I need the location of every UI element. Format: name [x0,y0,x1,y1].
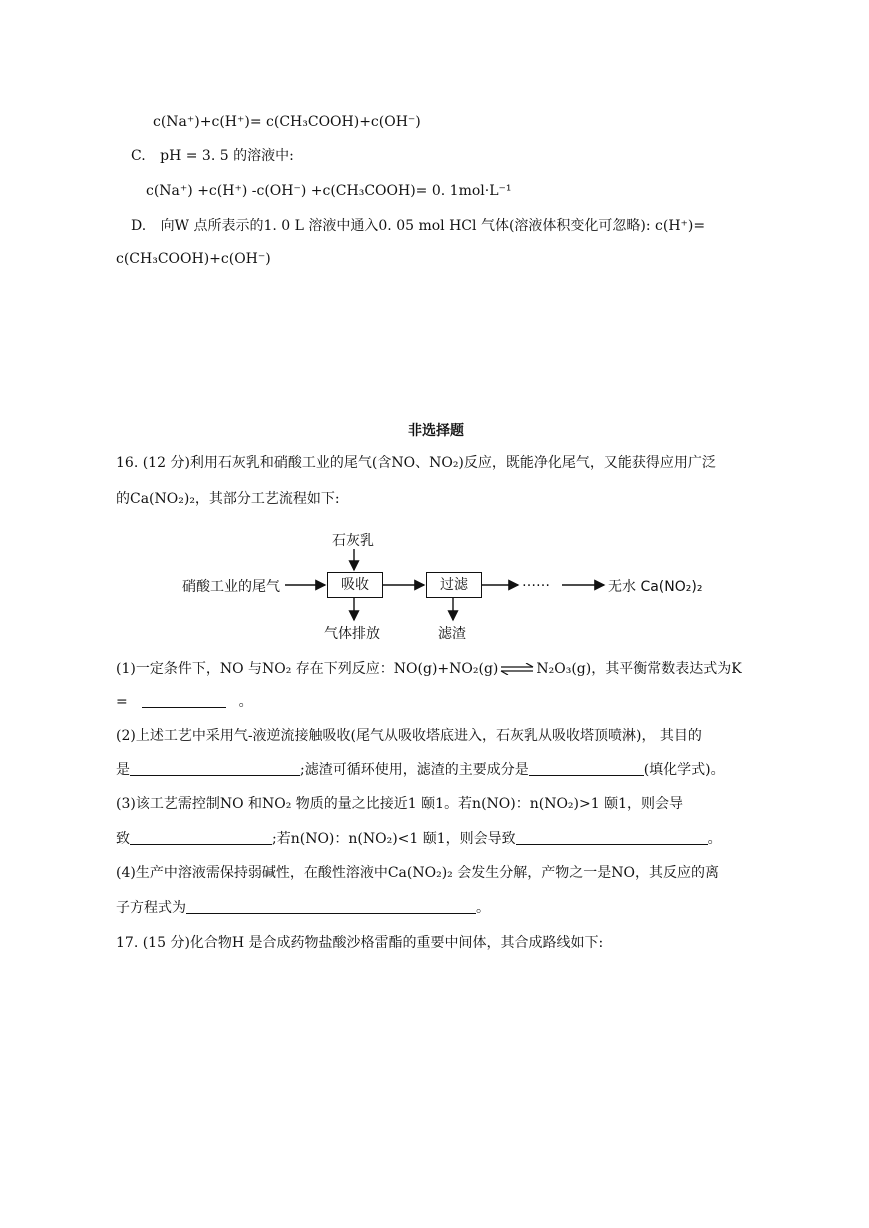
q16-part3-line2 [116,829,722,849]
q16-part4-line1: (4)生产中溶液需保持弱碱性，在酸性溶液中Ca(NO₂)₂ 会发生分解，产物之一是NO，其反应的离 [116,865,719,881]
q16-intro-line2: 的Ca(NO₂)₂，其部分工艺流程如下: [116,491,340,507]
q16-part2-text-b: 是 [116,762,130,778]
flow-input-label: 硝酸工业的尾气 [182,579,280,595]
q16-part4-line2 [116,898,490,918]
flow-step2-output-label: 滤渣 [438,626,466,642]
q16-part1-text-b: N₂O₃(g)，其平衡常数表达式为K [536,661,742,677]
flow-ellipsis: …… [522,574,550,590]
q16-part2-text-c: ;滤渣可循环使用，滤渣的主要成分是 [300,762,529,778]
section-title: 非选择题 [408,423,464,439]
answer-blank-residue[interactable] [529,761,644,776]
q16-part1-text-a: (1)一定条件下，NO 与NO₂ 存在下列反应：NO(g)+NO₂(g) [116,661,499,677]
q16-part3-text-d: 。 [707,831,722,847]
q16-part1-line1 [116,659,742,679]
q16-part3-text-b: 致 [116,831,130,847]
option-c-equation: c(Na⁺) +c(H⁺) -c(OH⁻) +c(CH₃COOH)= 0. 1mol·L⁻¹ [146,183,512,199]
q16-part1-end: 。 [238,694,253,710]
equilibrium-arrow-icon [500,663,534,675]
option-b-equation: c(Na⁺)+c(H⁺)= c(CH₃COOH)+c(OH⁻) [153,114,421,130]
option-c-label: C. [131,148,146,164]
option-d-text [131,216,705,236]
answer-blank-k[interactable] [142,693,226,708]
flow-top-input-label: 石灰乳 [332,533,374,549]
answer-blank-ratio-high[interactable] [130,830,272,845]
q16-part2-line2 [116,760,725,780]
option-d-label: D. [131,218,147,234]
flow-step-filter: 过滤 [426,572,482,598]
q16-part1-equals: = [116,694,128,710]
flow-step1-output-label: 气体排放 [324,626,380,642]
q17-intro: 17. (15 分)化合物H 是合成药物盐酸沙格雷酯的重要中间体，其合成路线如下: [116,935,604,951]
flow-product-label: 无水 Ca(NO₂)₂ [608,579,703,595]
option-c-body: pH = 3. 5 的溶液中: [160,148,294,164]
option-d-text-cont: c(CH₃COOH)+c(OH⁻) [116,251,271,267]
option-d-body: 向W 点所表示的1. 0 L 溶液中通入0. 05 mol HCl 气体(溶液体积变化可忽略): c(H⁺)= [160,218,706,234]
q16-part3-line1: (3)该工艺需控制NO 和NO₂ 物质的量之比接近1 颐1。若n(NO)：n(NO₂)>1 颐1，则会导 [116,796,684,812]
option-c-text [131,146,294,166]
q16-part1-line2 [116,692,253,712]
flow-step-absorb: 吸收 [327,572,383,598]
q16-part3-text-c: ;若n(NO)：n(NO₂)<1 颐1，则会导致 [272,831,516,847]
q16-intro-line1: 16. (12 分)利用石灰乳和硝酸工业的尾气(含NO、NO₂)反应，既能净化尾气，又能获得应用广泛 [116,455,716,471]
q16-part2-line1: (2)上述工艺中采用气-液逆流接触吸收(尾气从吸收塔底进入，石灰乳从吸收塔顶喷淋)， 其目的 [116,728,702,744]
answer-blank-ratio-low[interactable] [516,830,708,845]
q16-part4-text-c: 。 [476,900,490,916]
q16-part2-text-d: (填化学式)。 [643,762,725,778]
answer-blank-purpose[interactable] [130,761,300,776]
answer-blank-ionic-equation[interactable] [186,899,476,914]
q16-part4-text-b: 子方程式为 [116,900,186,916]
